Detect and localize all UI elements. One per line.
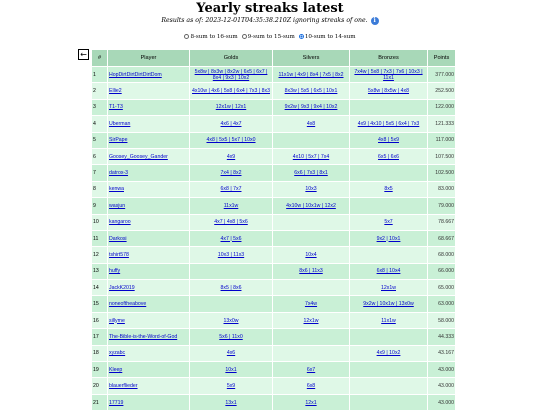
bronzes-cell bbox=[350, 198, 428, 214]
silvers-cell-links[interactable]: 6x7 bbox=[306, 366, 316, 373]
golds-cell bbox=[190, 329, 273, 345]
player-cell bbox=[108, 362, 190, 378]
golds-cell bbox=[190, 394, 273, 410]
bronzes-cell bbox=[350, 132, 428, 148]
bronzes-cell bbox=[350, 263, 428, 279]
golds-cell-links[interactable]: 12x1w | 12x1 bbox=[215, 104, 247, 111]
golds-cell bbox=[190, 362, 273, 378]
radio-label: 9-sum to 15-sum bbox=[247, 34, 295, 40]
golds-cell-links[interactable]: 4x7 | 5x6 bbox=[220, 235, 242, 242]
table-row bbox=[92, 247, 456, 263]
rank-cell: 14 bbox=[92, 280, 108, 296]
silvers-cell-links[interactable]: 11x1w | 4x9 | 8x4 | 7x5 | 8x2 bbox=[278, 71, 344, 78]
player-link[interactable]: Goosey_Goosey_Gander bbox=[109, 153, 168, 160]
silvers-cell bbox=[273, 116, 350, 132]
player-cell bbox=[108, 214, 190, 230]
golds-cell-links[interactable]: 4x6 | 4x7 bbox=[220, 120, 242, 127]
header-rank[interactable]: # bbox=[92, 50, 108, 67]
silvers-cell bbox=[273, 312, 350, 328]
golds-cell bbox=[190, 132, 273, 148]
golds-cell bbox=[190, 378, 273, 394]
golds-cell bbox=[190, 181, 273, 197]
player-cell bbox=[108, 230, 190, 246]
silvers-cell bbox=[273, 83, 350, 99]
player-link[interactable]: SirPape bbox=[109, 137, 128, 144]
table-row bbox=[92, 263, 456, 279]
page-title: Yearly streaks latest bbox=[196, 1, 344, 16]
player-cell bbox=[108, 280, 190, 296]
results-timestamp bbox=[0, 16, 540, 25]
points-cell: 43.000 bbox=[428, 394, 456, 410]
sum-range-options bbox=[0, 33, 540, 41]
table-row bbox=[92, 280, 456, 296]
table-row bbox=[92, 116, 456, 132]
table-row bbox=[92, 329, 456, 345]
golds-cell-links[interactable]: 10x3 | 11x3 bbox=[217, 251, 245, 258]
player-cell bbox=[108, 99, 190, 115]
player-link[interactable]: Kleep bbox=[109, 366, 123, 373]
golds-cell-links[interactable]: 4x9 bbox=[226, 153, 236, 160]
table-row bbox=[92, 394, 456, 410]
bronzes-cell bbox=[350, 296, 428, 312]
golds-cell bbox=[190, 165, 273, 181]
golds-cell-links[interactable]: 4x7 | 4x8 | 5x6 bbox=[214, 219, 248, 226]
player-cell bbox=[108, 296, 190, 312]
golds-cell bbox=[190, 345, 273, 361]
player-link[interactable]: Ellie2 bbox=[109, 88, 122, 95]
rank-cell: 20 bbox=[92, 378, 108, 394]
points-cell: 68.667 bbox=[428, 230, 456, 246]
points-cell: 121.333 bbox=[428, 116, 456, 132]
bronzes-cell bbox=[350, 165, 428, 181]
rank-cell: 12 bbox=[92, 247, 108, 263]
rank-cell: 8 bbox=[92, 181, 108, 197]
golds-cell-links[interactable]: 6x8 | 7x7 bbox=[220, 186, 242, 193]
silvers-cell bbox=[273, 99, 350, 115]
rank-cell: 13 bbox=[92, 263, 108, 279]
table-row bbox=[92, 132, 456, 148]
bronzes-cell-links[interactable]: 5x8w | 8x5w | 4x8 bbox=[367, 88, 410, 95]
bronzes-cell-links[interactable]: 12x1w bbox=[381, 284, 396, 291]
player-cell bbox=[108, 67, 190, 83]
silvers-cell-links[interactable]: 4x8 bbox=[306, 120, 316, 127]
rank-cell: 6 bbox=[92, 148, 108, 164]
player-link[interactable]: HopDirtDirtDirtDirtDom bbox=[109, 71, 162, 78]
bronzes-cell bbox=[350, 181, 428, 197]
bronzes-cell-links[interactable]: 4x9 | 10x2 bbox=[376, 350, 401, 357]
silvers-cell-links[interactable]: 10x3 bbox=[305, 186, 317, 193]
silvers-cell bbox=[273, 67, 350, 83]
rank-cell: 11 bbox=[92, 230, 108, 246]
golds-cell-links[interactable]: 11x1w bbox=[223, 202, 239, 209]
radio-button[interactable] bbox=[299, 34, 304, 39]
golds-cell bbox=[190, 230, 273, 246]
rank-cell: 21 bbox=[92, 394, 108, 410]
points-cell: 79.000 bbox=[428, 198, 456, 214]
points-cell: 122.000 bbox=[428, 99, 456, 115]
player-link[interactable]: T1-T3 bbox=[109, 104, 123, 111]
rank-cell: 17 bbox=[92, 329, 108, 345]
golds-cell-links[interactable]: 5x6 | 11x0 bbox=[219, 333, 243, 340]
golds-cell bbox=[190, 67, 273, 83]
points-cell: 43.000 bbox=[428, 378, 456, 394]
silvers-cell bbox=[273, 148, 350, 164]
points-cell: 377.000 bbox=[428, 67, 456, 83]
silvers-cell bbox=[273, 132, 350, 148]
bronzes-cell-links[interactable]: 9x2w | 10x1w | 13x0w bbox=[363, 301, 414, 308]
player-link[interactable]: huffy bbox=[109, 268, 121, 275]
rank-cell: 10 bbox=[92, 214, 108, 230]
golds-cell-links[interactable]: 5x8w | 8x3w | 8x2w | 6x5 | 6x7 | 8x4 | 9x3 | 10x2 bbox=[194, 68, 268, 81]
silvers-cell bbox=[273, 263, 350, 279]
bronzes-cell bbox=[350, 362, 428, 378]
rank-cell: 18 bbox=[92, 345, 108, 361]
silvers-cell bbox=[273, 329, 350, 345]
bronzes-cell bbox=[350, 329, 428, 345]
golds-cell-links[interactable]: 5x9 bbox=[226, 383, 236, 390]
golds-cell bbox=[190, 99, 273, 115]
player-link[interactable]: wasjun bbox=[109, 202, 126, 209]
points-cell: 58.000 bbox=[428, 312, 456, 328]
player-link[interactable]: 17719 bbox=[109, 399, 124, 406]
silvers-cell bbox=[273, 181, 350, 197]
silvers-cell bbox=[273, 214, 350, 230]
bronzes-cell-links[interactable]: 5x7 bbox=[384, 219, 393, 226]
bronzes-cell bbox=[350, 148, 428, 164]
player-link[interactable]: Darkosi bbox=[109, 235, 127, 242]
golds-cell bbox=[190, 214, 273, 230]
points-cell: 65.000 bbox=[428, 280, 456, 296]
table-row bbox=[92, 99, 456, 115]
bronzes-cell bbox=[350, 394, 428, 410]
points-cell: 117.000 bbox=[428, 132, 456, 148]
silvers-cell-links[interactable]: 8x3w | 5x5 | 6x5 | 10x1 bbox=[284, 88, 338, 95]
table-row bbox=[92, 345, 456, 361]
rank-cell: 7 bbox=[92, 165, 108, 181]
table-row bbox=[92, 165, 456, 181]
points-cell: 78.667 bbox=[428, 214, 456, 230]
player-link[interactable]: datrox-3 bbox=[109, 170, 129, 177]
player-cell bbox=[108, 148, 190, 164]
rank-cell: 1 bbox=[92, 67, 108, 83]
silvers-cell-links[interactable]: 10x4 bbox=[305, 251, 317, 258]
golds-cell bbox=[190, 312, 273, 328]
player-link[interactable]: kangaroo bbox=[109, 219, 131, 226]
golds-cell bbox=[190, 280, 273, 296]
header-points[interactable]: Points bbox=[428, 50, 456, 67]
player-link[interactable]: noneoftheabove bbox=[109, 301, 147, 308]
bronzes-cell bbox=[350, 67, 428, 83]
golds-cell bbox=[190, 148, 273, 164]
bronzes-cell-links[interactable]: 6x5 | 6x6 bbox=[378, 153, 399, 160]
points-cell: 43.000 bbox=[428, 362, 456, 378]
golds-cell-links[interactable]: 4x10w | 4x6 | 5x8 | 6x4 | 7x3 | 8x3 bbox=[192, 88, 270, 95]
points-cell: 66.000 bbox=[428, 263, 456, 279]
golds-cell bbox=[190, 116, 273, 132]
bronzes-cell-links[interactable]: 8x5 bbox=[384, 186, 393, 193]
bronzes-cell-links[interactable]: 4x9 | 4x10 | 5x5 | 6x4 | 7x3 bbox=[357, 120, 420, 127]
player-cell bbox=[108, 329, 190, 345]
rank-cell: 15 bbox=[92, 296, 108, 312]
silvers-cell-links[interactable]: 12x1w bbox=[303, 317, 319, 324]
header-golds[interactable]: Golds bbox=[190, 50, 273, 67]
player-link[interactable]: kenwa bbox=[109, 186, 124, 193]
golds-cell-links[interactable]: 4x6 bbox=[226, 350, 236, 357]
silvers-cell bbox=[273, 165, 350, 181]
table-row bbox=[92, 312, 456, 328]
bronzes-cell bbox=[350, 99, 428, 115]
bronzes-cell-links[interactable]: 6x8 | 10x4 bbox=[376, 268, 401, 275]
points-cell: 63.000 bbox=[428, 296, 456, 312]
points-cell: 43.167 bbox=[428, 345, 456, 361]
golds-cell bbox=[190, 263, 273, 279]
header-bronzes[interactable]: Bronzes bbox=[350, 50, 428, 67]
bronzes-cell bbox=[350, 378, 428, 394]
rank-cell: 16 bbox=[92, 312, 108, 328]
golds-cell bbox=[190, 198, 273, 214]
points-cell: 107.500 bbox=[428, 148, 456, 164]
player-link[interactable]: sillyme bbox=[109, 317, 125, 324]
radio-option-2[interactable] bbox=[299, 34, 356, 40]
rank-cell: 5 bbox=[92, 132, 108, 148]
player-cell bbox=[108, 116, 190, 132]
rank-cell: 9 bbox=[92, 198, 108, 214]
header-silvers[interactable]: Silvers bbox=[273, 50, 350, 67]
player-link[interactable]: xyzabc bbox=[109, 350, 126, 357]
player-link[interactable]: The-Bible-is-the-Word-of-God bbox=[109, 333, 178, 340]
silvers-cell-links[interactable]: 7x4w bbox=[304, 301, 318, 308]
golds-cell-links[interactable]: 4x8 | 5x5 | 5x7 | 10x0 bbox=[206, 137, 256, 144]
streaks-table bbox=[91, 49, 456, 411]
silvers-cell bbox=[273, 198, 350, 214]
silvers-cell bbox=[273, 394, 350, 410]
silvers-cell-links[interactable]: 4x10 | 5x7 | 7x4 bbox=[292, 153, 330, 160]
bronzes-cell bbox=[350, 230, 428, 246]
bronzes-cell-links[interactable]: 7x4w | 5x8 | 7x3 | 7x6 | 10x3 | 11x1 bbox=[354, 68, 423, 81]
bronzes-cell bbox=[350, 214, 428, 230]
table-row bbox=[92, 198, 456, 214]
silvers-cell-links[interactable]: 8x6 | 11x3 bbox=[299, 268, 323, 275]
bronzes-cell-links[interactable]: 11x1w bbox=[381, 317, 396, 324]
player-link[interactable]: Uberman bbox=[109, 120, 131, 127]
player-link[interactable]: tshirt578 bbox=[109, 251, 129, 258]
header-player[interactable]: Player bbox=[108, 50, 190, 67]
rank-cell: 2 bbox=[92, 83, 108, 99]
bronzes-cell bbox=[350, 83, 428, 99]
points-cell: 83.000 bbox=[428, 181, 456, 197]
radio-button[interactable] bbox=[184, 34, 189, 39]
golds-cell bbox=[190, 83, 273, 99]
silvers-cell-links[interactable]: 12x1 bbox=[305, 399, 317, 406]
points-cell: 68.000 bbox=[428, 247, 456, 263]
back-arrow-button[interactable]: ← bbox=[78, 49, 89, 60]
table-row bbox=[92, 67, 456, 83]
player-cell bbox=[108, 312, 190, 328]
table-row bbox=[92, 296, 456, 312]
bronzes-cell bbox=[350, 312, 428, 328]
player-cell bbox=[108, 263, 190, 279]
player-cell bbox=[108, 165, 190, 181]
radio-label: 10-sum to 14-sum bbox=[304, 34, 356, 40]
player-cell bbox=[108, 247, 190, 263]
rank-cell: 19 bbox=[92, 362, 108, 378]
table-row bbox=[92, 83, 456, 99]
rank-cell: 3 bbox=[92, 99, 108, 115]
radio-option-0[interactable] bbox=[184, 34, 237, 40]
table-row bbox=[92, 378, 456, 394]
player-cell bbox=[108, 181, 190, 197]
golds-cell bbox=[190, 296, 273, 312]
silvers-cell bbox=[273, 296, 350, 312]
silvers-cell-links[interactable]: 9x2w | 9x3 | 9x4 | 10x2 bbox=[284, 104, 338, 111]
table-row bbox=[92, 148, 456, 164]
golds-cell-links[interactable]: 8x5 | 8x6 bbox=[220, 284, 242, 291]
bronzes-cell bbox=[350, 116, 428, 132]
silvers-cell-links[interactable]: 6x6 | 7x3 | 8x1 bbox=[294, 170, 328, 177]
radio-option-1[interactable] bbox=[242, 34, 295, 40]
player-link[interactable]: blauerflieder bbox=[109, 383, 138, 390]
table-row bbox=[92, 181, 456, 197]
points-cell: 44.333 bbox=[428, 329, 456, 345]
player-cell bbox=[108, 345, 190, 361]
radio-button[interactable] bbox=[242, 34, 247, 39]
golds-cell-links[interactable]: 10x1 bbox=[225, 366, 237, 373]
golds-cell-links[interactable]: 13x0w bbox=[223, 317, 239, 324]
rank-cell: 4 bbox=[92, 116, 108, 132]
bronzes-cell-links[interactable]: 9x2 | 10x1 bbox=[376, 235, 401, 242]
silvers-cell bbox=[273, 362, 350, 378]
subtitle-text: Results as of: 2023-12-01T04:35:38.210Z ignoring streaks of one. bbox=[161, 17, 368, 24]
radio-label: 8-sum to 16-sum bbox=[190, 34, 238, 40]
silvers-cell bbox=[273, 230, 350, 246]
player-link[interactable]: JackK2019 bbox=[109, 284, 135, 291]
points-cell: 102.500 bbox=[428, 165, 456, 181]
golds-cell-links[interactable]: 7x4 | 8x2 bbox=[220, 170, 242, 177]
player-cell bbox=[108, 198, 190, 214]
table-row bbox=[92, 362, 456, 378]
player-cell bbox=[108, 132, 190, 148]
player-cell bbox=[108, 378, 190, 394]
points-cell: 252.500 bbox=[428, 83, 456, 99]
bronzes-cell bbox=[350, 247, 428, 263]
golds-cell bbox=[190, 247, 273, 263]
bronzes-cell bbox=[350, 280, 428, 296]
table-row bbox=[92, 214, 456, 230]
player-cell bbox=[108, 394, 190, 410]
player-cell bbox=[108, 83, 190, 99]
table-row bbox=[92, 230, 456, 246]
bronzes-cell-links[interactable]: 4x8 | 5x9 bbox=[378, 137, 399, 144]
silvers-cell-links[interactable]: 6x8 bbox=[306, 383, 316, 390]
silvers-cell-links[interactable]: 4x10w | 10x1w | 12x2 bbox=[286, 202, 336, 209]
silvers-cell bbox=[273, 247, 350, 263]
bronzes-cell bbox=[350, 345, 428, 361]
silvers-cell bbox=[273, 345, 350, 361]
info-icon[interactable]: i bbox=[371, 17, 379, 25]
golds-cell-links[interactable]: 13x1 bbox=[225, 399, 237, 406]
table-header-row bbox=[92, 50, 456, 67]
silvers-cell bbox=[273, 280, 350, 296]
silvers-cell bbox=[273, 378, 350, 394]
